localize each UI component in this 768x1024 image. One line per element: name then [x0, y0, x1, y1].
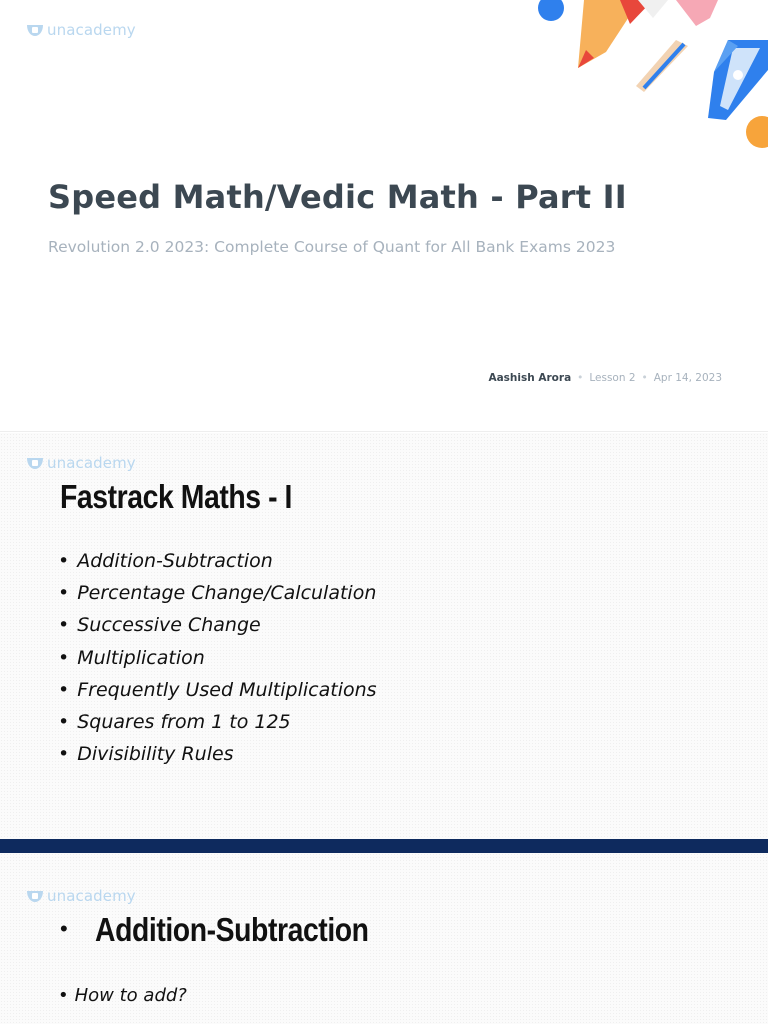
brand-logo: [26, 887, 136, 905]
brand-name: unacademy: [47, 887, 136, 905]
list-item: [58, 711, 377, 743]
list-item: [58, 614, 377, 646]
bullet: •: [58, 646, 70, 669]
eraser-icon: [676, 0, 718, 26]
lesson-number: Lesson 2: [589, 372, 636, 384]
meta-separator: •: [641, 372, 648, 384]
list-item-text: Frequently Used Multiplications: [77, 678, 377, 701]
list-item-text: Divisibility Rules: [77, 743, 234, 766]
unacademy-logo-icon: [26, 22, 44, 38]
slide-divider: [0, 839, 768, 853]
list-item: [58, 679, 377, 711]
list-item-text: Successive Change: [77, 614, 261, 637]
lesson-meta: [488, 372, 722, 384]
bullet: •: [58, 678, 70, 701]
bullet: •: [58, 582, 70, 605]
brand-logo: [26, 454, 136, 472]
list-item-text: Squares from 1 to 125: [77, 710, 291, 733]
list-item-text: Percentage Change/Calculation: [77, 582, 377, 605]
course-subtitle: Revolution 2.0 2023: Complete Course of Quant for All Bank Exams 2023: [48, 238, 616, 256]
unacademy-logo-icon: [26, 888, 44, 904]
course-title: Speed Math/Vedic Math - Part II: [48, 178, 627, 216]
slide-title: Fastrack Maths - I: [60, 478, 292, 515]
bullet: •: [58, 550, 70, 572]
cover-slide: [0, 0, 768, 432]
brand-name: unacademy: [47, 454, 136, 472]
list-item: [58, 582, 377, 614]
topics-slide: [0, 433, 768, 839]
bullet: •: [58, 710, 70, 733]
bullet: •: [58, 614, 70, 637]
lesson-date: Apr 14, 2023: [653, 372, 722, 384]
stationery-illustration: [528, 0, 768, 150]
bullet: •: [58, 985, 69, 1006]
orange-dot-icon: [746, 116, 768, 148]
brand-name: unacademy: [47, 21, 136, 39]
bullet: •: [58, 743, 70, 766]
sub-point: [58, 985, 187, 1006]
heading-bullet: •: [60, 916, 68, 941]
meta-separator: •: [577, 372, 584, 384]
list-item-text: Multiplication: [77, 646, 205, 669]
unacademy-logo-icon: [26, 455, 44, 471]
sub-point-text: How to add?: [74, 985, 187, 1006]
section-heading: Addition-Subtraction: [95, 911, 369, 948]
blue-dot-icon: [538, 0, 564, 21]
list-item: [58, 550, 377, 582]
author-name: Aashish Arora: [488, 372, 572, 384]
brand-logo: [26, 21, 136, 39]
addition-slide: [0, 853, 768, 1024]
list-item: [58, 647, 377, 679]
topic-list: [58, 550, 377, 775]
list-item: [58, 743, 377, 775]
list-item-text: Addition-Subtraction: [77, 550, 273, 572]
